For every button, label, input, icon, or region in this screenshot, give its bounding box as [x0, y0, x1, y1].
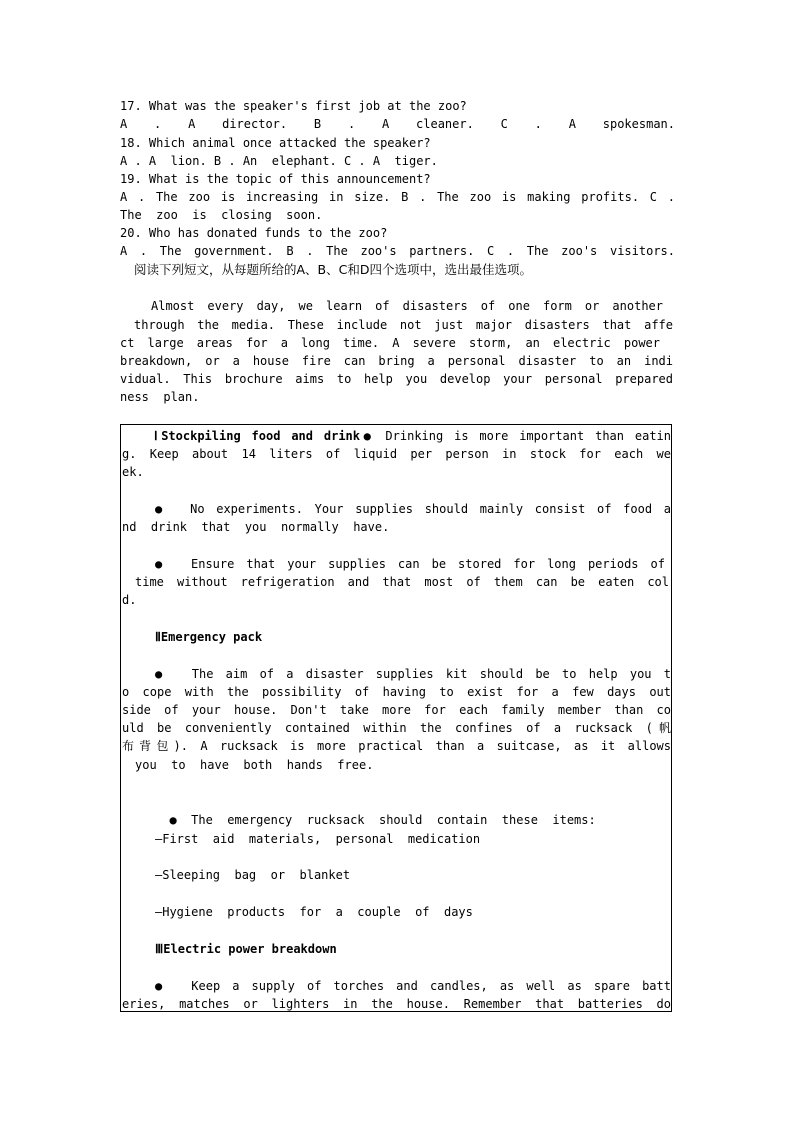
- question-20: 20. Who has donated funds to the zoo?: [120, 226, 388, 240]
- item-first-aid: —First aid materials, personal medication: [155, 832, 481, 846]
- section-2-bullet-1-line-2: o cope with the possibility of having to exist for a few days out: [122, 685, 671, 699]
- question-19: 19. What is the topic of this announcement?: [120, 172, 431, 186]
- bullet-icon: ●: [155, 557, 167, 571]
- section-1-bullet-1-line-3: ek.: [122, 465, 144, 479]
- intro-line-4: breakdown, or a house fire can bring a personal disaster to an indi: [120, 354, 673, 368]
- question-18-options: A . A lion. B . An elephant. C . A tiger.: [120, 154, 438, 168]
- question-17-options: A . A director. B . A cleaner. C . A spokesman.: [120, 117, 675, 131]
- section-1-line-1: ⅠStockpiling food and drink● Drinking is more important than eatin: [154, 429, 671, 443]
- question-19-options: A . The zoo is increasing in size. B . The zoo is making profits. C .: [120, 190, 675, 204]
- intro-line-2: through the media. These include not just major disasters that affe: [134, 318, 673, 332]
- section-3-heading: ⅢElectric power breakdown: [155, 942, 337, 956]
- question-19-options-cont: The zoo is closing soon.: [120, 208, 323, 222]
- bullet-icon: ●: [360, 429, 375, 443]
- section-3-bullet-1-line-1: ● Keep a supply of torches and candles, as well as spare batt: [155, 979, 671, 993]
- section-2-bullet-2: ● The emergency rucksack should contain these items:: [169, 813, 596, 827]
- section-1-bullet-3-line-2: time without refrigeration and that most of them can be eaten col: [135, 575, 669, 589]
- section-2-heading: ⅡEmergency pack: [155, 630, 263, 644]
- section-1-bullet-2-line-1: ● No experiments. Your supplies should mainly consist of food a: [155, 502, 672, 516]
- section-1-heading: ⅠStockpiling food and drink: [154, 429, 360, 443]
- item-hygiene: —Hygiene products for a couple of days: [155, 905, 473, 919]
- question-17: 17. What was the speaker's first job at the zoo?: [120, 99, 467, 113]
- bullet-icon: ●: [169, 813, 177, 827]
- section-2-bullet-1-line-5: 布背包). A rucksack is more practical than a suitcase, as it allows: [122, 739, 671, 753]
- section-1-bullet-3-line-1: ● Ensure that your supplies can be stored for long periods of: [155, 557, 665, 571]
- intro-line-3: ct large areas for a long time. A severe storm, an electric power: [120, 336, 660, 350]
- intro-line-6: ness plan.: [120, 390, 200, 404]
- section-2-bullet-1-line-4: uld be conveniently contained within the confines of a rucksack (帆: [122, 721, 671, 735]
- bullet-icon: ●: [155, 502, 167, 516]
- bullet-icon: ●: [155, 979, 168, 993]
- intro-line-1: Almost every day, we learn of disasters of one form or another: [151, 299, 663, 313]
- section-instruction: 阅读下列短文，从每题所给的A、B、C和D四个选项中，选出最佳选项。: [134, 262, 532, 277]
- section-1-bullet-1-line-2: g. Keep about 14 liters of liquid per person in stock for each we: [122, 447, 671, 461]
- section-2-bullet-1-line-6: you to have both hands free.: [135, 758, 374, 772]
- section-1-bullet-2-line-2: nd drink that you normally have.: [122, 520, 390, 534]
- item-sleeping-bag: —Sleeping bag or blanket: [155, 868, 351, 882]
- section-1-bullet-3-line-3: d.: [122, 593, 137, 607]
- section-2-bullet-1-line-3: side of your house. Don't take more for each family member than co: [122, 703, 671, 717]
- bullet-icon: ●: [155, 667, 168, 681]
- intro-line-5: vidual. This brochure aims to help you develop your personal prepared: [120, 372, 673, 386]
- question-18: 18. Which animal once attacked the speaker?: [120, 136, 431, 150]
- section-2-bullet-1-line-1: ● The aim of a disaster supplies kit should be to help you t: [155, 667, 672, 681]
- section-3-bullet-1-line-2: eries, matches or lighters in the house. Remember that batteries do: [122, 997, 671, 1011]
- question-20-options: A . The government. B . The zoo's partners. C . The zoo's visitors.: [120, 244, 675, 258]
